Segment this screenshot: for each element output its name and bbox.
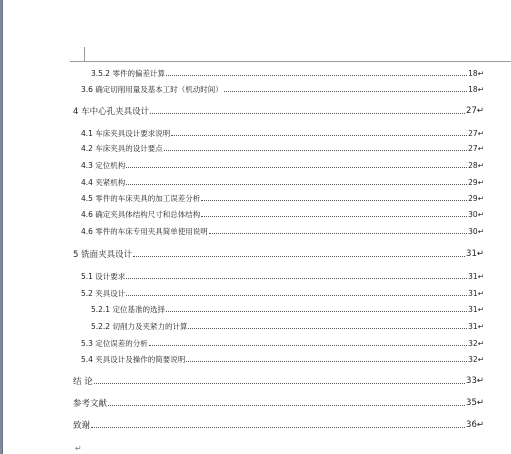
toc-page-number: 18↵ (468, 68, 484, 78)
toc-entry[interactable] (3, 158, 511, 172)
toc-entry[interactable] (3, 269, 511, 283)
toc-entry-label: 5.2.2 切削力及夹紧力的计算 (91, 321, 188, 331)
toc-dot-leader (201, 199, 467, 201)
toc-dot-leader (201, 215, 467, 217)
toc-page-number: 31↵ (468, 304, 484, 314)
toc-dot-leader (126, 294, 467, 296)
document-page (2, 0, 511, 454)
toc-entry-label: 5.2 夹具设计 (81, 288, 126, 298)
toc-dot-leader (133, 255, 465, 257)
toc-page-number: 32↵ (468, 338, 484, 348)
toc-entry-label: 4.1 车床夹具设计要求说明 (81, 128, 171, 138)
toc-entry-label: 4.5 零件的车床夹具的加工误差分析 (81, 193, 201, 203)
toc-entry-label: 5.4 夹具设计及操作的简要说明 (81, 354, 186, 364)
toc-entry-label: 4.4 夹紧机构 (81, 177, 126, 187)
toc-dot-leader (149, 344, 467, 346)
header-corner-mark (70, 47, 85, 62)
toc-entry-label: 3.6 确定切削用量及基本工时（机动时间） (81, 84, 223, 94)
toc-dot-leader (166, 310, 467, 312)
toc-dot-leader (126, 277, 467, 279)
toc-entry[interactable] (3, 352, 511, 366)
toc-entry[interactable] (3, 175, 511, 189)
toc-dot-leader (91, 426, 465, 428)
toc-entry-label: 5.2.1 定位基准的选择 (91, 304, 165, 314)
toc-page-number: 31↵ (468, 288, 484, 298)
toc-dot-leader (164, 149, 467, 151)
header-boundary-line (84, 61, 511, 62)
toc-dot-leader (108, 404, 465, 406)
toc-entry-label: 4.2 车床夹具的设计要点 (81, 143, 163, 153)
toc-page-number: 35↵ (466, 398, 484, 408)
toc-page-number: 36↵ (466, 420, 484, 430)
toc-page-number: 30↵ (468, 209, 484, 219)
toc-entry[interactable] (3, 66, 511, 80)
toc-entry-label: 结 论 (73, 377, 93, 387)
toc-entry[interactable] (3, 302, 511, 316)
toc-entry[interactable] (3, 396, 511, 410)
toc-entry-label: 4.6 确定夹具体结构尺寸和总体结构 (81, 209, 201, 219)
toc-entry[interactable] (3, 286, 511, 300)
toc-page-number: 32↵ (468, 354, 484, 364)
toc-page-number: 31↵ (466, 249, 484, 259)
toc-entry-label: 4.6 零件的车床专用夹具简单使用说明 (81, 226, 208, 236)
toc-entry-label: 致谢 (73, 421, 91, 431)
toc-entry[interactable] (3, 104, 511, 118)
toc-page-number: 28↵ (468, 160, 484, 170)
toc-entry[interactable] (3, 374, 511, 388)
toc-dot-leader (126, 166, 467, 168)
toc-page-number: 18↵ (468, 84, 484, 94)
toc-entry[interactable] (3, 418, 511, 432)
toc-entry[interactable] (3, 336, 511, 350)
toc-dot-leader (224, 90, 467, 92)
toc-dot-leader (188, 327, 467, 329)
toc-page-number: 30↵ (468, 226, 484, 236)
toc-entry-label: 5.1 设计要求 (81, 271, 126, 281)
toc-dot-leader (186, 360, 467, 362)
toc-page-number: 29↵ (468, 193, 484, 203)
toc-entry[interactable] (3, 82, 511, 96)
toc-entry[interactable] (3, 224, 511, 238)
toc-entry-label: 参考文献 (73, 399, 108, 409)
toc-dot-leader (166, 74, 467, 76)
toc-entry-label: 5.3 定位误差的分析 (81, 338, 148, 348)
toc-entry[interactable] (3, 247, 511, 261)
toc-dot-leader (209, 232, 467, 234)
toc-entry[interactable] (3, 207, 511, 221)
toc-entry[interactable] (3, 126, 511, 140)
toc-page-number: 27↵ (468, 128, 484, 138)
paragraph-mark: ↵ (75, 444, 82, 453)
toc-dot-leader (126, 183, 467, 185)
toc-page-number: 33↵ (466, 376, 484, 386)
toc-page-number: 27↵ (468, 143, 484, 153)
toc-page-number: 31↵ (468, 321, 484, 331)
toc-entry-label: 3.5.2 零件的偏差计算 (91, 68, 165, 78)
toc-entry[interactable] (3, 191, 511, 205)
toc-entry-label: 4 车中心孔夹具设计 (73, 107, 150, 117)
toc-page-number: 31↵ (468, 271, 484, 281)
toc-entry-label: 5 铣面夹具设计 (73, 250, 133, 260)
toc-dot-leader (94, 382, 465, 384)
toc-dot-leader (150, 112, 465, 114)
toc-entry[interactable] (3, 319, 511, 333)
toc-entry-label: 4.3 定位机构 (81, 160, 126, 170)
toc-page-number: 29↵ (468, 177, 484, 187)
toc-page-number: 27↵ (466, 106, 484, 116)
toc-dot-leader (171, 134, 467, 136)
toc-entry[interactable] (3, 141, 511, 155)
